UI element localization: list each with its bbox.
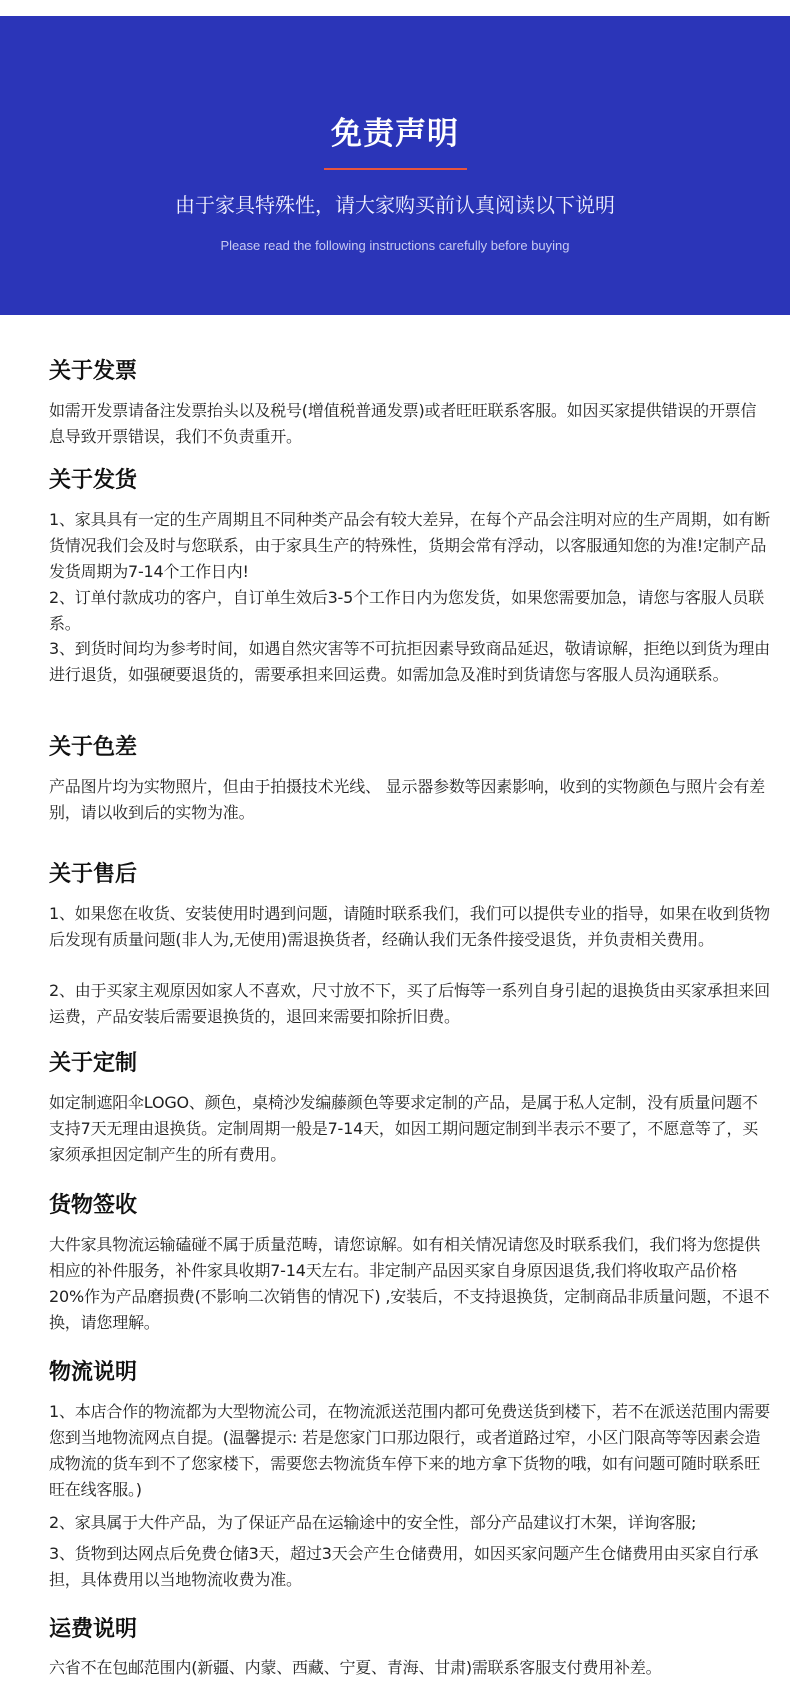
section-text-logistics-3: 3、货物到达网点后免费仓储3天，超过3天会产生仓储费用，如因买家问题产生仓储费用由买家自行承担，具体费用以当地物流收费为准。	[49, 1544, 759, 1589]
section-text-color-difference: 产品图片均为实物照片，但由于拍摄技术光线、 显示器参数等因素影响，收到的实物颜色与照片会有差别，请以收到后的实物为准。	[49, 777, 765, 822]
banner-subtitle-english: Please read the following instructions carefully before buying	[220, 238, 570, 253]
section-text-logistics-1: 1、本店合作的物流都为大型物流公司，在物流派送范围内都可免费送货到楼下，若不在派送范围内需要您到当地物流网点自提。(温馨提示: 若是您家门口那边限行，或者道路过窄，小区门限高等等因素会造成物流的货车到不了您家楼下，需要您去物流货车停下来的地方拿下货物的哦，如有问题可随时联系旺旺在线客服。)	[49, 1402, 770, 1499]
section-heading-color-difference: 关于色差	[49, 735, 138, 760]
section-text-logistics-2: 2、家具属于大件产品，为了保证产品在运输途中的安全性，部分产品建议打木架，详询客服;	[49, 1513, 697, 1532]
disclaimer-banner	[0, 16, 790, 315]
section-text-invoice: 如需开发票请备注发票抬头以及税号(增值税普通发票)或者旺旺联系客服。如因买家提供错误的开票信息导致开票错误，我们不负责重开。	[49, 401, 757, 446]
banner-subtitle: 由于家具特殊性，请大家购买前认真阅读以下说明	[175, 193, 615, 217]
banner-title: 免责声明	[331, 116, 459, 152]
section-heading-invoice: 关于发票	[49, 359, 138, 384]
section-text-goods-receipt: 大件家具物流运输磕碰不属于质量范畴，请您谅解。如有相关情况请您及时联系我们，我们将为您提供相应的补件服务，补件家具收期7-14天左右。非定制产品因买家自身原因退货,我们将收取产品价格20%作为产品磨损费(不影响二次销售的情况下) ,安装后，不支持退换货，定制商品非质量问题，不退不换，请您理解。	[49, 1235, 770, 1332]
section-heading-shipping: 关于发货	[49, 468, 138, 493]
section-heading-customization: 关于定制	[49, 1051, 138, 1076]
section-heading-after-sales: 关于售后	[49, 862, 138, 887]
section-heading-shipping-fee: 运费说明	[49, 1617, 138, 1642]
section-text-shipping-2: 2、订单付款成功的客户，自订单生效后3-5个工作日内为您发货，如果您需要加急，请您与客服人员联系。	[49, 588, 764, 633]
section-text-shipping-1: 1、家具具有一定的生产周期且不同种类产品会有较大差异，在每个产品会注明对应的生产周期，如有断货情况我们会及时与您联系，由于家具生产的特殊性，货期会常有浮动，以客服通知您的为准!定制产品发货周期为7-14个工作日内!	[49, 510, 770, 581]
section-text-after-sales-1: 1、如果您在收货、安装使用时遇到问题，请随时联系我们，我们可以提供专业的指导，如果在收到货物后发现有质量问题(非人为,无使用)需退换货者，经确认我们无条件接受退货，并负责相关费用。	[49, 904, 770, 949]
section-text-shipping-3: 3、到货时间均为参考时间，如遇自然灾害等不可抗拒因素导致商品延迟，敬请谅解，拒绝以到货为理由进行退货，如强硬要退货的，需要承担来回运费。如需加急及准时到货请您与客服人员沟通联系。	[49, 639, 770, 684]
section-text-after-sales-2: 2、由于买家主观原因如家人不喜欢，尺寸放不下，买了后悔等一系列自身引起的退换货由买家承担来回运费，产品安装后需要退换货的，退回来需要扣除折旧费。	[49, 981, 770, 1026]
section-heading-goods-receipt: 货物签收	[49, 1193, 138, 1218]
title-underline	[324, 168, 467, 170]
section-text-customization: 如定制遮阳伞LOGO、颜色，桌椅沙发编藤颜色等要求定制的产品，是属于私人定制，没有质量问题不支持7天无理由退换货。定制周期一般是7-14天，如因工期问题定制到半表示不要了，不愿意等了，买家须承担因定制产生的所有费用。	[49, 1093, 759, 1164]
section-text-shipping-fee: 六省不在包邮范围内(新疆、内蒙、西藏、宁夏、青海、甘肃)需联系客服支付费用补差。	[49, 1658, 662, 1677]
section-heading-logistics: 物流说明	[49, 1360, 138, 1385]
